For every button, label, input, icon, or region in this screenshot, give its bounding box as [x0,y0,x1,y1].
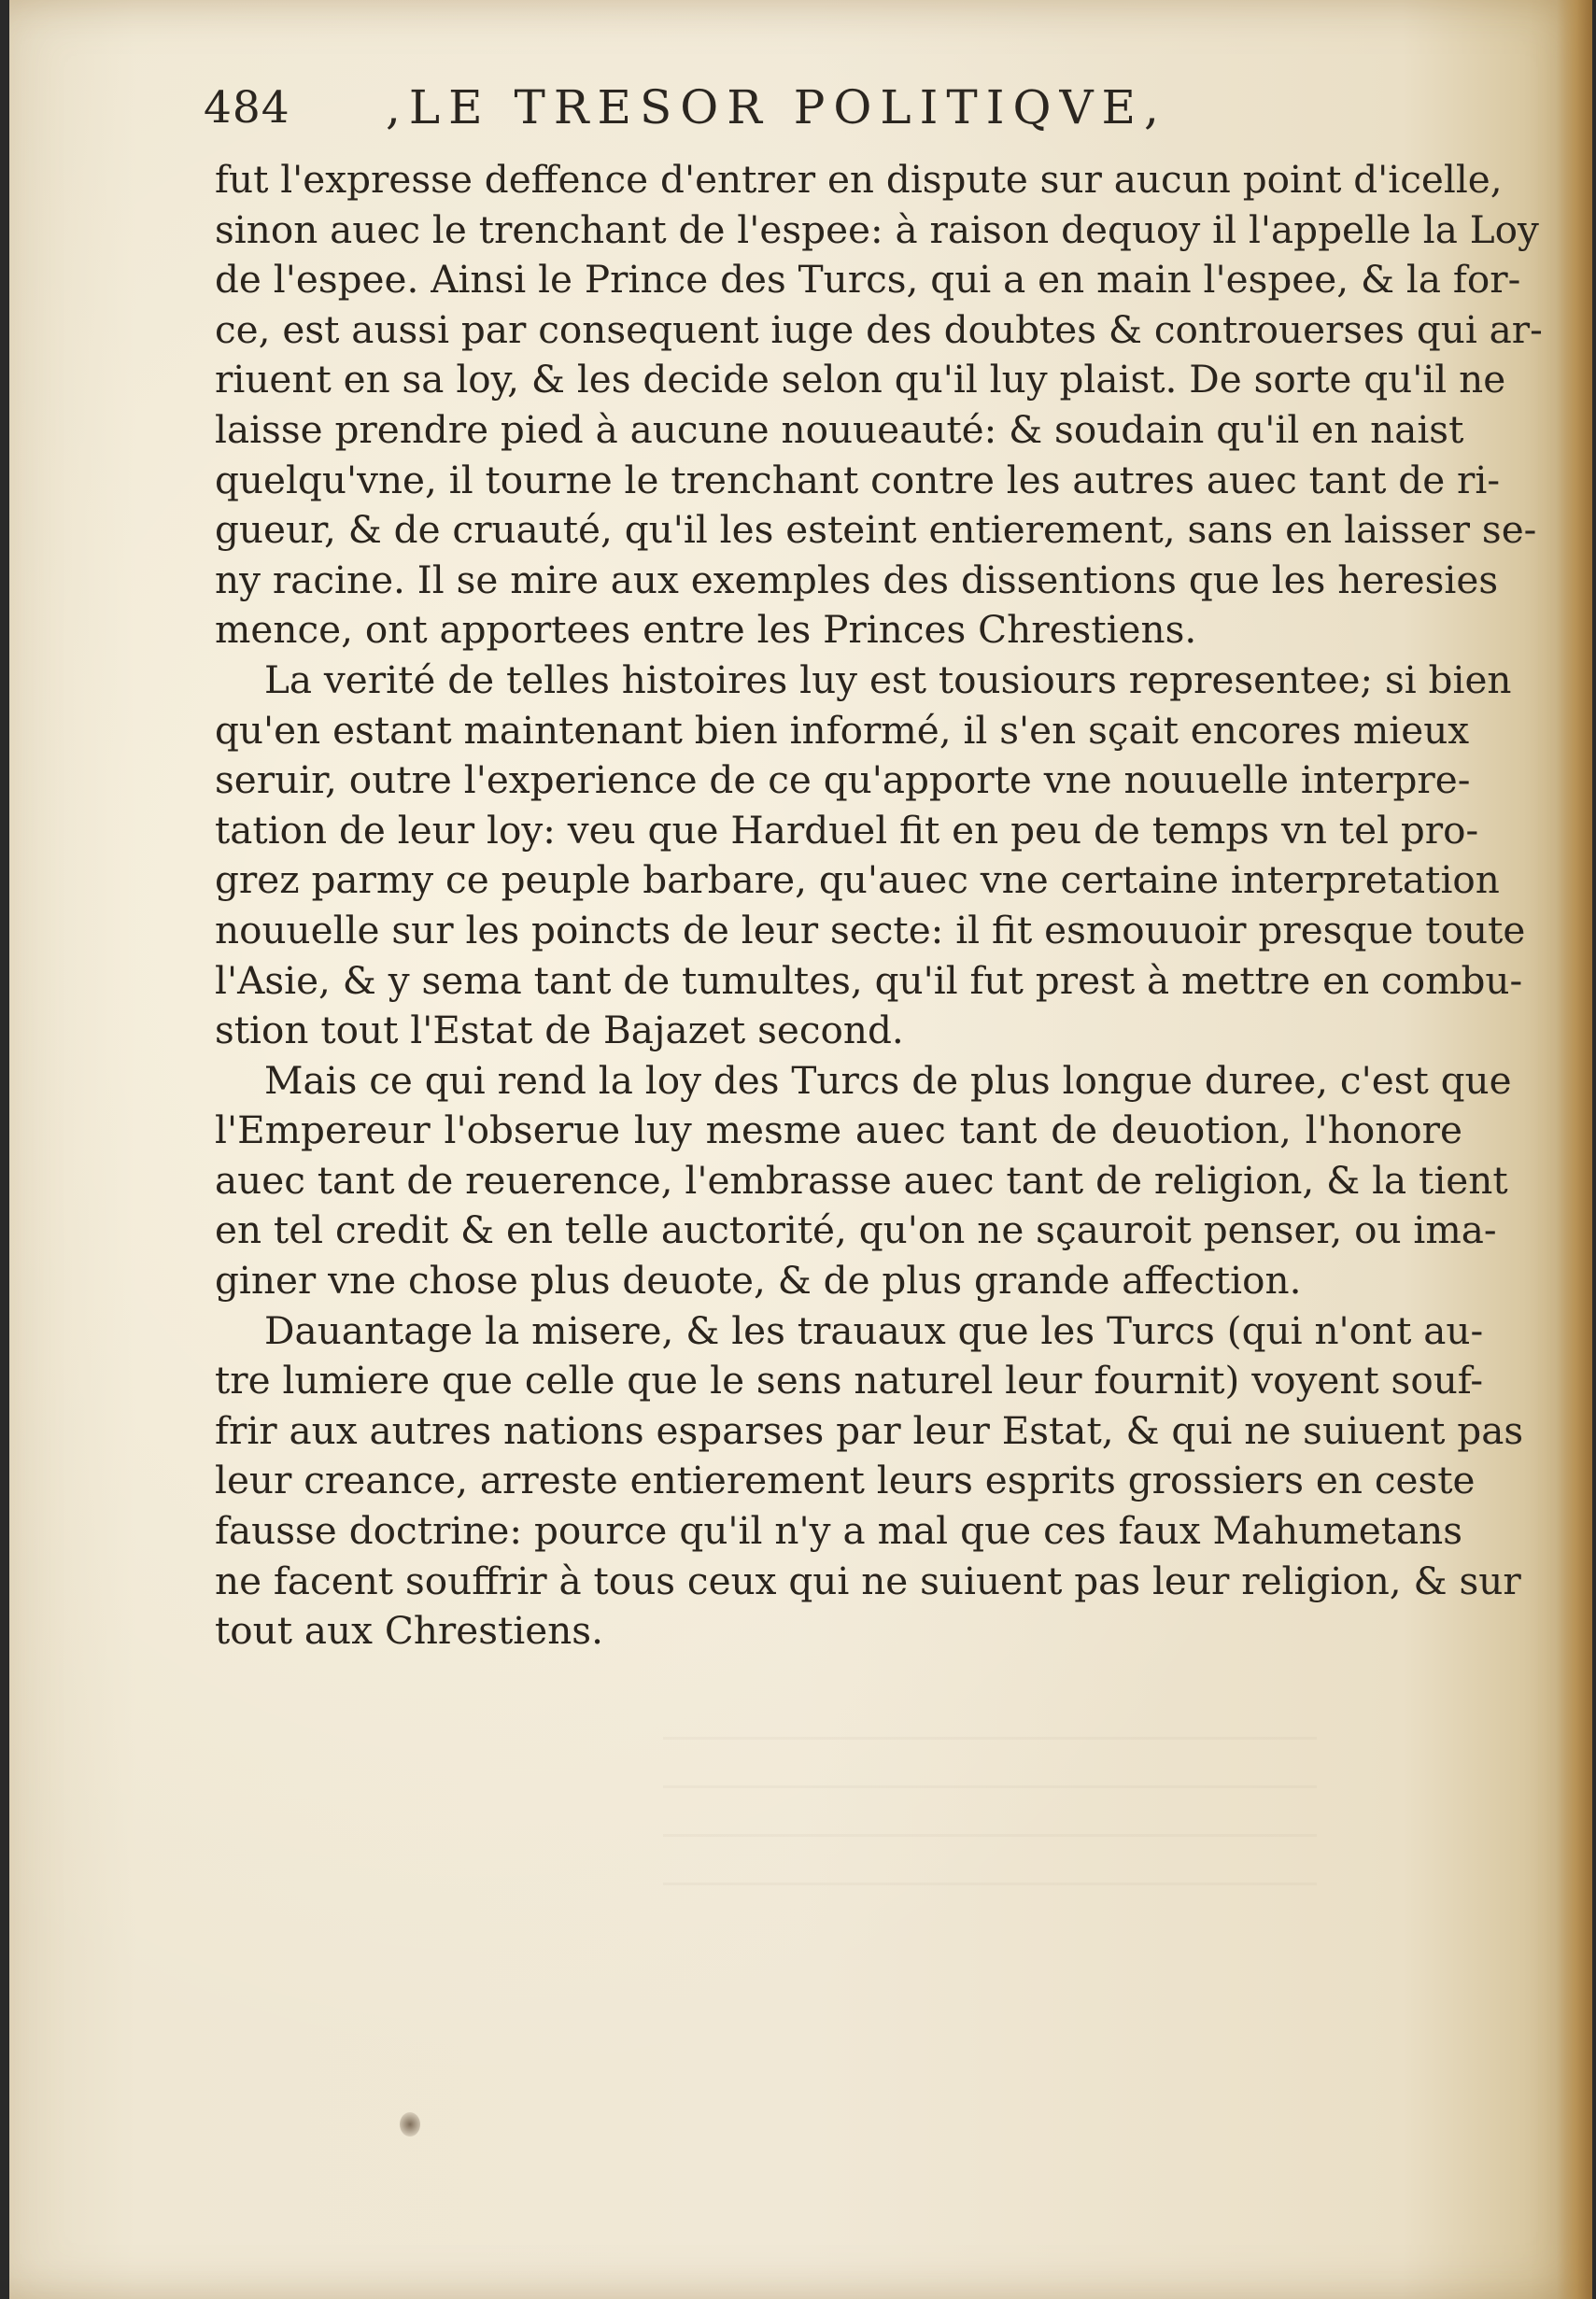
text-line: de l'espee. Ainsi le Prince des Turcs, qui a en main l'espee, & la for- [215,257,1521,303]
page-edge-shadow [1557,0,1592,2299]
text-line: nouuelle sur les poincts de leur secte: il fit esmouuoir presque toute [215,907,1526,952]
text-line: gueur, & de cruauté, qu'il les esteint entierement, sans en laisser se- [215,507,1537,553]
text-line: ne facent souffrir à tous ceux qui ne suiuent pas leur religion, & sur [215,1558,1521,1603]
text-line: qu'en estant maintenant bien informé, il s'en sçait encores mieux [215,707,1470,753]
show-through-text [663,1737,1317,1886]
text-line: riuent en sa loy, & les decide selon qu'il luy plaist. De sorte qu'il ne [215,357,1506,402]
text-line: leur creance, arreste entierement leurs esprits grossiers en ceste [215,1458,1476,1503]
text-line: stion tout l'Estat de Bajazet second. [215,1008,904,1053]
text-line: auec tant de reuerence, l'embrasse auec tant de religion, & la tient [215,1157,1508,1203]
body-text [215,155,1543,1657]
text-line: giner vne chose plus deuote, & de plus grande affection. [215,1258,1302,1304]
paragraph [215,1056,1512,1306]
text-line: en tel credit & en telle auctorité, qu'on ne sçauroit penser, ou ima- [215,1207,1497,1253]
paragraph [215,1306,1524,1657]
text-line: l'Asie, & y sema tant de tumultes, qu'il fut prest à mettre en combu- [215,957,1523,1003]
text-line: quelqu'vne, il tourne le trenchant contre les autres auec tant de ri- [215,457,1501,502]
text-line: Mais ce qui rend la loy des Turcs de plus longue duree, c'est que [264,1057,1512,1103]
ink-smudge [400,2112,420,2137]
running-title: ,LE TRESOR POLITIQVE, [386,80,1167,134]
page-header [204,75,1324,149]
text-line: seruir, outre l'experience de ce qu'apporte vne nouuelle interpre- [215,757,1471,803]
text-line: fausse doctrine: pource qu'il n'y a mal que ces faux Mahumetans [215,1508,1462,1554]
text-line: La verité de telles histoires luy est tousiours representee; si bien [264,656,1512,702]
text-line: l'Empereur l'obserue luy mesme auec tant de deuotion, l'honore [215,1107,1462,1153]
text-line: tout aux Chrestiens. [215,1608,603,1654]
text-line: grez parmy ce peuple barbare, qu'auec vne certaine interpretation [215,857,1500,903]
text-line: laisse prendre pied à aucune nouueauté: & soudain qu'il en naist [215,406,1464,452]
paragraph [215,656,1526,1056]
text-line: Dauantage la misere, & les trauaux que les Turcs (qui n'ont au- [264,1307,1484,1353]
paragraph [215,155,1543,656]
text-line: mence, ont apportees entre les Princes Chrestiens. [215,607,1197,653]
text-line: tation de leur loy: veu que Harduel fit en peu de temps vn tel pro- [215,807,1479,853]
text-line: frir aux autres nations esparses par leur Estat, & qui ne suiuent pas [215,1407,1524,1453]
page-number: 484 [204,82,290,134]
text-line: fut l'expresse deffence d'entrer en dispute sur aucun point d'icelle, [215,157,1503,202]
text-line: tre lumiere que celle que le sens naturel leur fournit) voyent souf- [215,1358,1484,1403]
text-line: sinon auec le trenchant de l'espee: à raison dequoy il l'appelle la Loy [215,206,1539,252]
book-page [9,0,1592,2299]
text-line: ny racine. Il se mire aux exemples des dissentions que les heresies [215,557,1499,602]
text-line: ce, est aussi par consequent iuge des doubtes & controuerses qui ar- [215,306,1543,352]
